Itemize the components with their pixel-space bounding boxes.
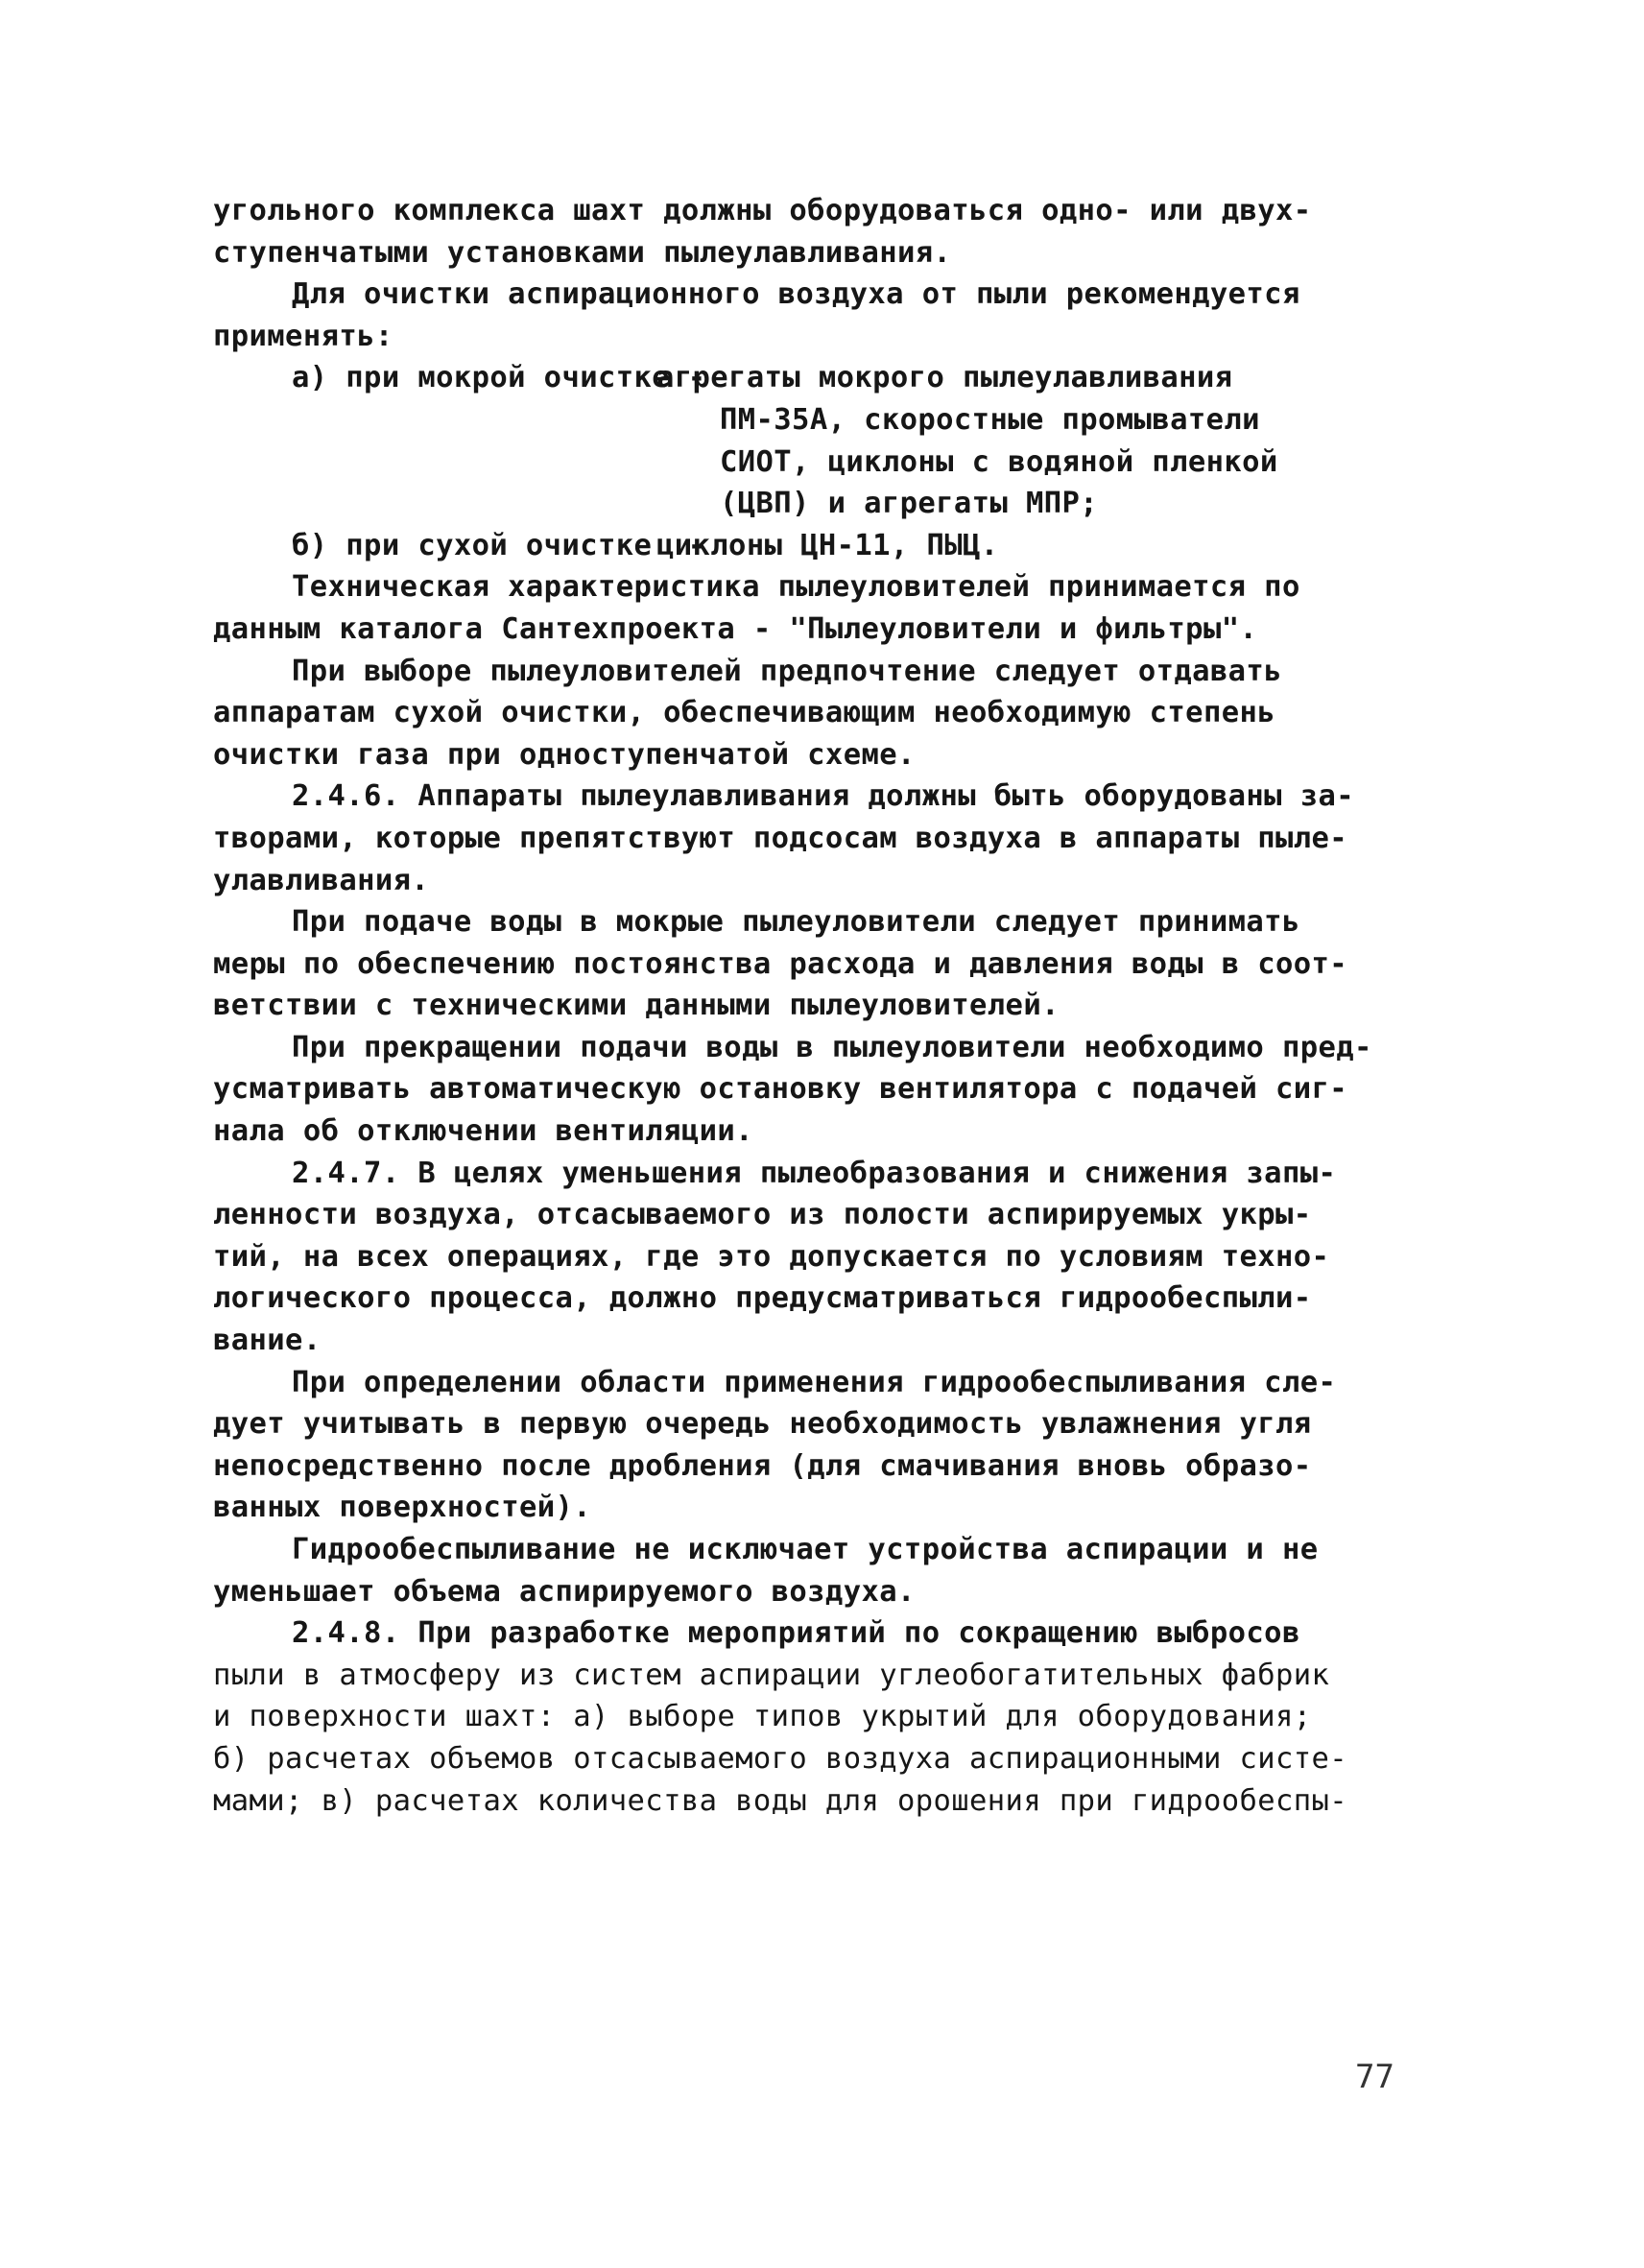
text-line: При подаче воды в мокрые пылеуловители следует принимать [292,905,1300,940]
list-text: агрегаты мокрого пылеулавливания [656,361,1233,395]
page-number: 77 [1355,2058,1394,2096]
list-text: циклоны ЦН-11, ПЫЦ. [656,528,999,562]
text-line: применять: [213,319,393,353]
text-line: творами, которые препятствуют подсосам воздуха в аппараты пыле- [213,821,1348,855]
text-line: При прекращении подачи воды в пылеуловители необходимо пред- [292,1030,1372,1064]
text-line: усматривать автоматическую остановку вентилятора с подачей сиг- [213,1072,1348,1107]
list-label: б) при сухой очистке - [292,528,706,562]
text-line: б) расчетах объемов отсасываемого воздуха аспирационными систе- [213,1741,1348,1776]
text-line: угольного комплекса шахт должны оборудоваться одно- или двух- [213,194,1312,227]
text-line: тий, на всех операциях, где это допускается по условиям техно- [213,1239,1330,1274]
text-line: Для очистки аспирационного воздуха от пыли рекомендуется [292,277,1300,312]
text-line: Гидрообеспыливание не исключает устройства аспирации и не [292,1533,1319,1566]
text-line: Техническая характеристика пылеуловителей принимается по [292,570,1300,605]
text-line: уменьшает объема аспирируемого воздуха. [213,1574,916,1609]
text-line: СИОТ, циклоны с водяной пленкой [720,444,1278,479]
text-line: (ЦВП) и агрегаты МПР; [720,487,1099,521]
text-line: 2.4.7. В целях уменьшения пылеобразования и снижения запы- [292,1156,1337,1190]
list-item-dry [213,525,1480,567]
text-line: При определении области применения гидрообеспыливания сле- [292,1365,1337,1399]
list-label: а) при мокрой очистке - [292,361,706,395]
text-line: очистки газа при одноступенчатой схеме. [213,737,916,772]
text-line: вание. [213,1324,322,1358]
text-line: нала об отключении вентиляции. [213,1114,753,1149]
text-line: пыли в атмосферу из систем аспирации углеобогатительных фабрик [213,1658,1330,1692]
text-line: 2.4.8. При разработке мероприятий по сокращению выбросов [292,1616,1300,1651]
text-line: логического процесса, должно предусматриваться гидрообеспыли- [213,1281,1312,1316]
text-line: ленности воздуха, отсасываемого из полости аспирируемых укры- [213,1198,1312,1232]
text-line: дует учитывать в первую очередь необходимость увлажнения угля [213,1407,1312,1442]
text-line: улавливания. [213,863,430,897]
text-line: ванных поверхностей). [213,1491,592,1525]
text-line: При выборе пылеуловителей предпочтение следует отдавать [292,654,1282,688]
text-line: ПМ-35А, скоростные промыватели [720,402,1260,437]
text-line: аппаратам сухой очистки, обеспечивающим необходимую степень [213,696,1275,730]
list-item-wet [213,357,1480,399]
text-line: ветствии с техническими данными пылеуловителей. [213,989,1060,1023]
text-line: ступенчатыми установками пылеулавливания. [213,235,952,270]
text-line: и поверхности шахт: а) выборе типов укрытий для оборудования; [213,1700,1312,1734]
text-line: мами; в) расчетах количества воды для орошения при гидрообеспы- [213,1783,1348,1818]
text-line: меры по обеспечению постоянства расхода и давления воды в соот- [213,946,1348,981]
text-line: непосредственно после дробления (для смачивания вновь образо- [213,1448,1312,1483]
text-line: данным каталога Сантехпроекта - "Пылеуловители и фильтры". [213,611,1258,646]
body-text [213,190,1480,1822]
text-line: 2.4.6. Аппараты пылеулавливания должны быть оборудованы за- [292,779,1354,814]
